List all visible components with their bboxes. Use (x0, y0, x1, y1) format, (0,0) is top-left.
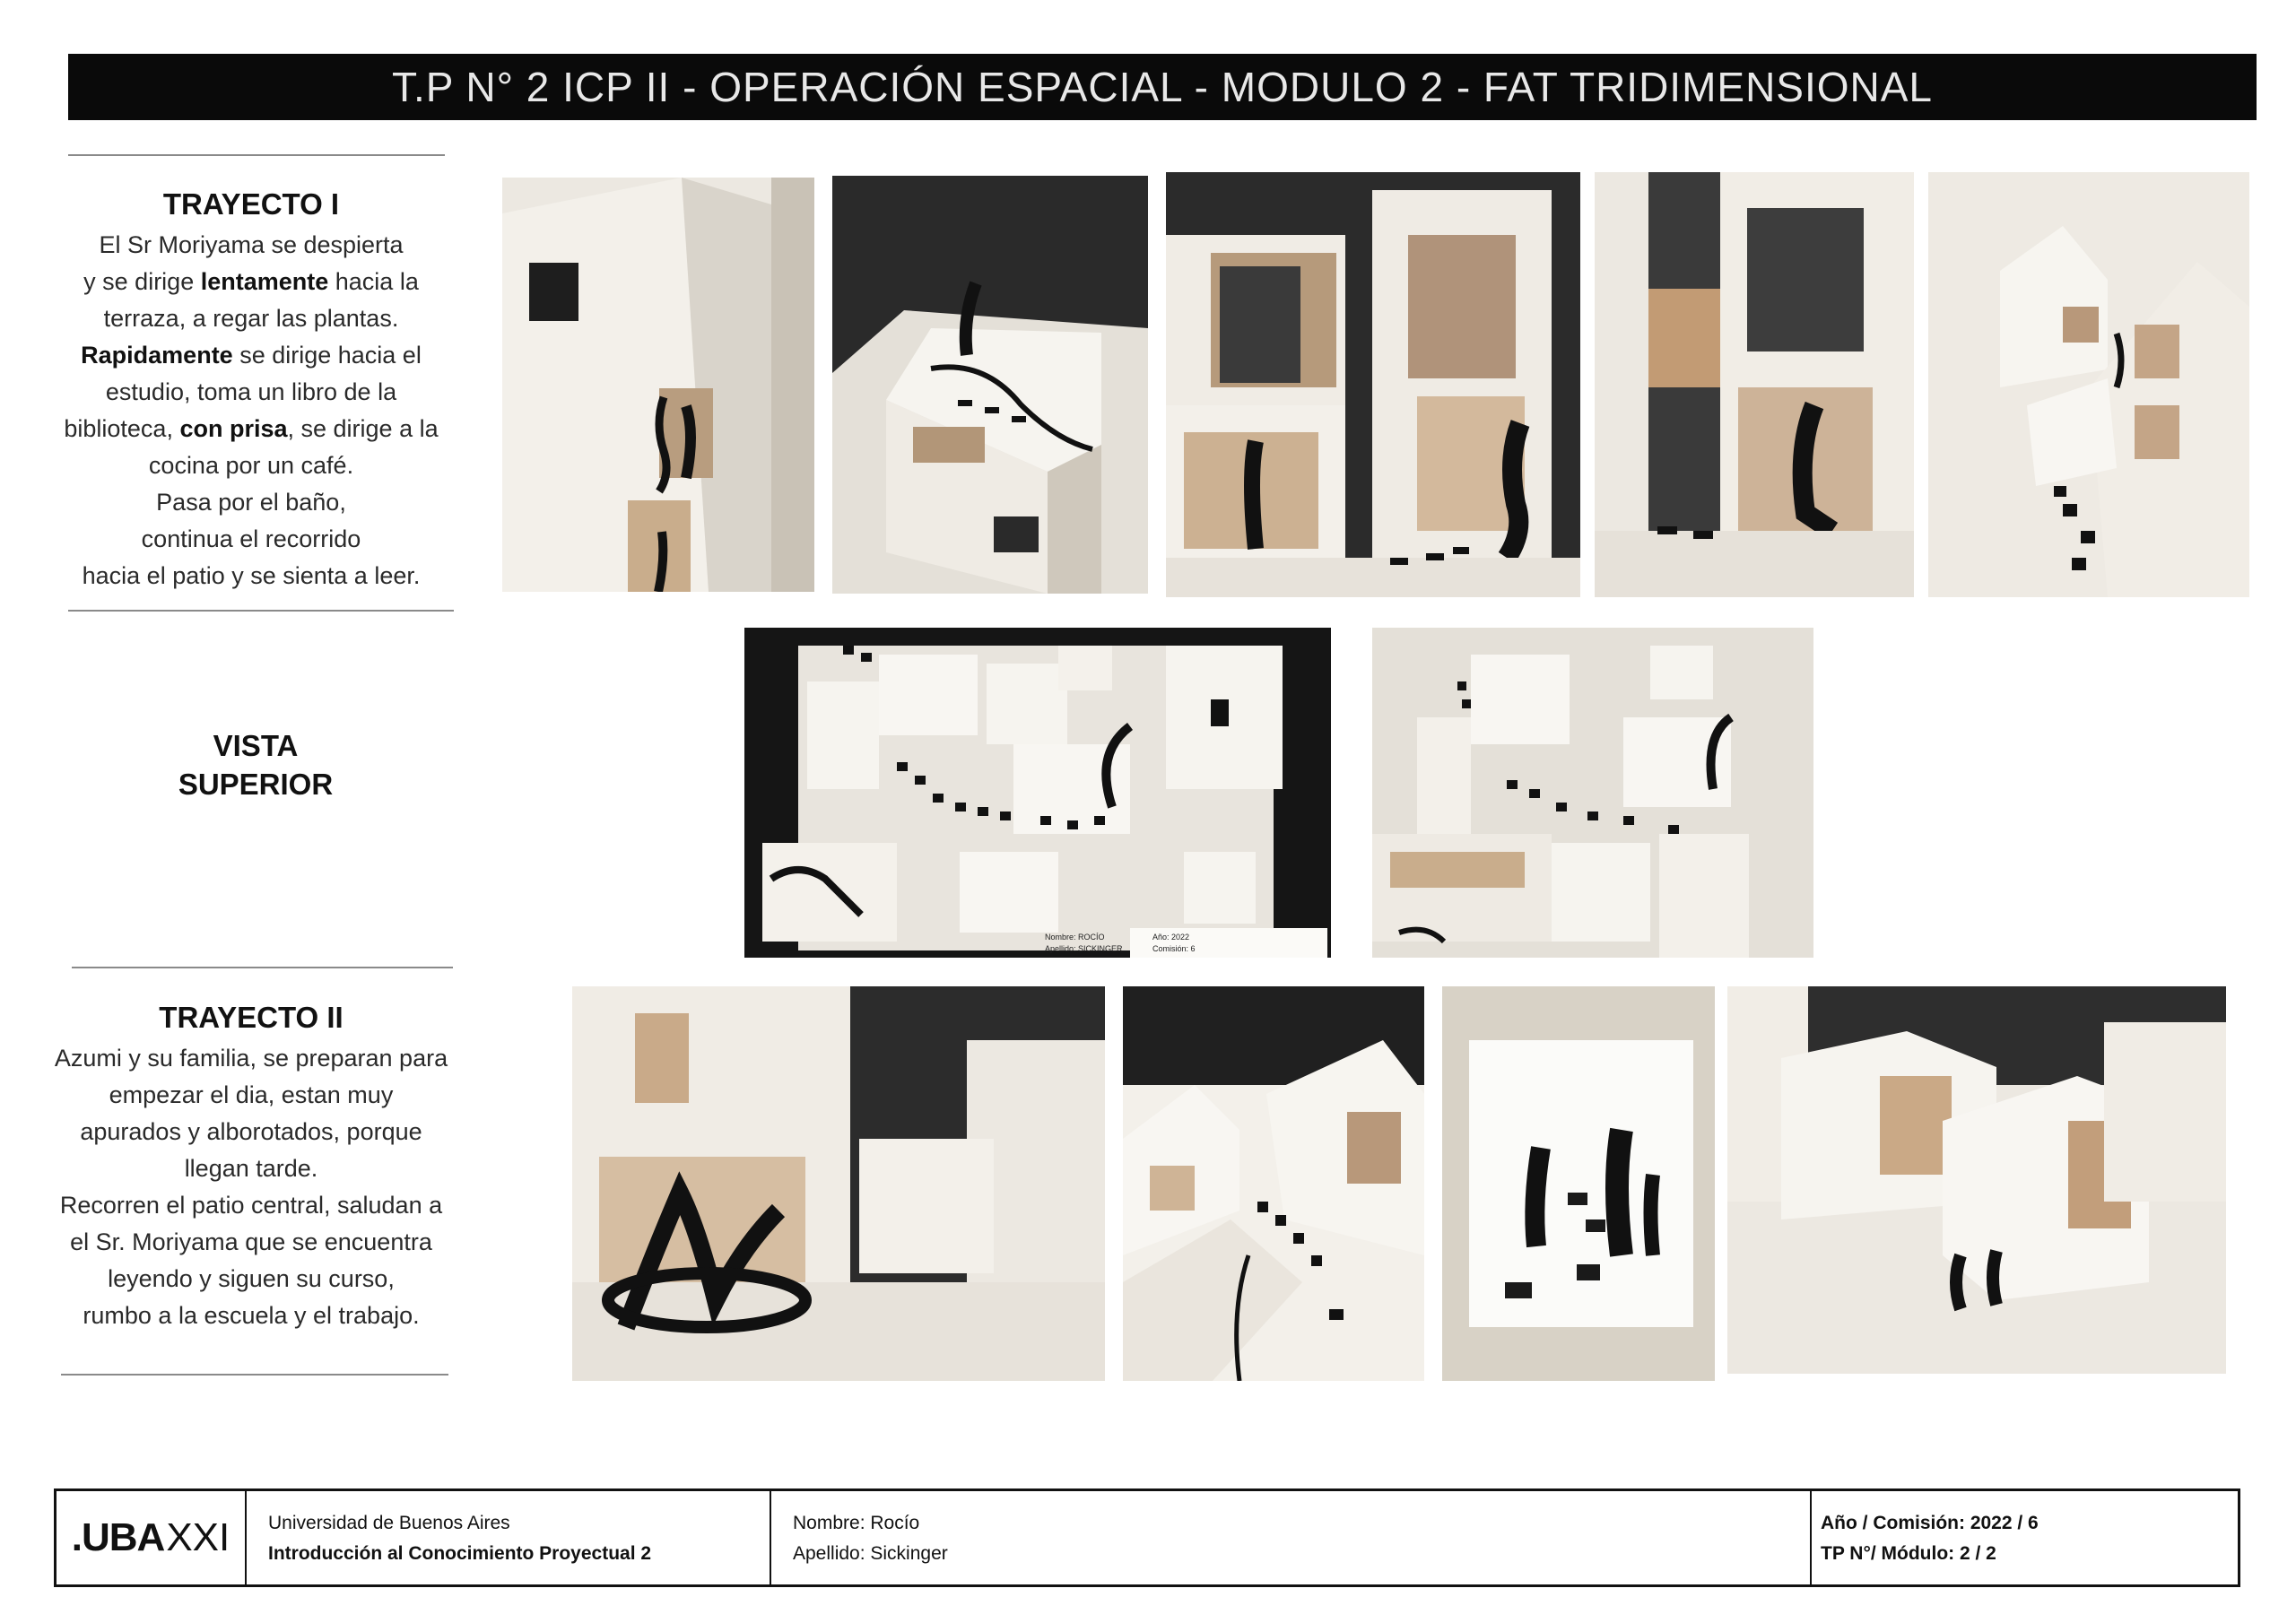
text-line: biblioteca, con prisa, se dirige a la (64, 415, 439, 442)
logo-xxi-text: XXI (166, 1515, 230, 1559)
plan-label-anio: Año: 2022 (1152, 933, 1190, 942)
divider (68, 154, 445, 156)
uba-xxi-logo (57, 1491, 245, 1584)
vista-label-line: VISTA (213, 729, 299, 762)
text-line: cocina por un café. (148, 452, 354, 479)
model-photo-1 (502, 178, 814, 592)
divider (61, 1374, 448, 1376)
trayecto-2-text (54, 997, 448, 1334)
text-line: llegan tarde. (184, 1155, 318, 1182)
model-photo-7 (1123, 986, 1424, 1381)
top-view-photo-1 (744, 628, 1331, 958)
text-line: estudio, toma un libro de la (105, 378, 397, 405)
divider (68, 610, 454, 612)
page-title: T.P N° 2 ICP II - OPERACIÓN ESPACIAL - MODULO 2 - FAT TRIDIMENSIONAL (391, 64, 1934, 110)
model-photo-3 (1166, 172, 1580, 597)
plan-label-apellido: Apellido: SICKINGER (1045, 944, 1123, 953)
text-line: rumbo a la escuela y el trabajo. (83, 1302, 420, 1329)
model-photo-8 (1442, 986, 1715, 1381)
plan-label-comision: Comisión: 6 (1152, 944, 1196, 953)
text-line: apurados y alborotados, porque (80, 1118, 422, 1145)
student-nombre: Nombre: Rocío (793, 1513, 920, 1533)
text-line: Recorren el patio central, saludan a (59, 1192, 443, 1219)
title-block (54, 1488, 2240, 1587)
plan-label-nombre: Nombre: ROCÍO (1045, 933, 1105, 942)
tp-modulo: TP N°/ Módulo: 2 / 2 (1821, 1543, 1996, 1564)
model-photo-4 (1595, 172, 1914, 597)
vista-label-line: SUPERIOR (178, 768, 334, 801)
logo-uba-text: .UBA (71, 1515, 165, 1559)
header-bar (68, 54, 2257, 120)
text-line: leyendo y siguen su curso, (108, 1265, 395, 1292)
text-line: Pasa por el baño, (156, 489, 346, 516)
text-line: y se dirige lentamente hacia la (83, 268, 419, 295)
text-line: El Sr Moriyama se despierta (99, 231, 404, 258)
model-photo-5 (1928, 172, 2249, 597)
model-photo-2 (832, 176, 1148, 594)
text-line: Rapidamente se dirige hacia el (81, 342, 422, 369)
text-line: hacia el patio y se sienta a leer. (82, 562, 421, 589)
anio-comision: Año / Comisión: 2022 / 6 (1821, 1513, 2039, 1533)
model-photo-9 (1727, 986, 2226, 1374)
university-name: Universidad de Buenos Aires (268, 1513, 510, 1533)
divider (72, 967, 453, 968)
text-line: empezar el dia, estan muy (109, 1081, 394, 1108)
top-view-photo-2 (1372, 628, 1813, 958)
info-cell (1812, 1491, 2238, 1584)
trayecto-2-heading: TRAYECTO II (159, 1001, 344, 1034)
text-line: el Sr. Moriyama que se encuentra (70, 1228, 432, 1255)
course-cell (247, 1491, 771, 1584)
course-name: Introducción al Conocimiento Proyectual 2 (268, 1543, 652, 1564)
trayecto-1-heading: TRAYECTO I (162, 187, 340, 221)
model-photo-6 (572, 986, 1105, 1381)
text-line: Azumi y su familia, se preparan para (54, 1045, 448, 1072)
trayecto-1-text (54, 184, 448, 595)
student-cell (771, 1491, 1812, 1584)
student-apellido: Apellido: Sickinger (793, 1543, 948, 1564)
text-line: terraza, a regar las plantas. (103, 305, 399, 332)
text-line: continua el recorrido (141, 525, 361, 552)
plan-label (1045, 933, 1327, 958)
logo-cell (57, 1491, 247, 1584)
vista-superior-label (152, 726, 359, 803)
